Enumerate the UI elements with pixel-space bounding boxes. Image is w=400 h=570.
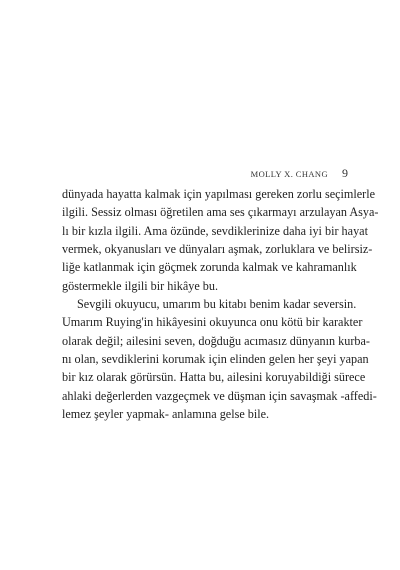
text-line: Umarım Ruying'in hikâyesini okuyunca onu kötü bir karakter (62, 315, 363, 330)
page-number: 9 (342, 166, 348, 180)
paragraph-1 (62, 185, 379, 295)
text-line: lemez şeyler yapmak- anlamına gelse bile. (62, 407, 270, 422)
paragraph-2 (62, 295, 377, 423)
text-line: vermek, okyanusları ve dünyaları aşmak, zorluklara ve belirsiz- (62, 242, 373, 257)
running-header-author: MOLLY X. CHANG (250, 169, 328, 179)
text-line: dünyada hayatta kalmak için yapılması gereken zorlu seçimlerle (62, 187, 376, 201)
text-line: göstermekle ilgili bir hikâye bu. (62, 278, 219, 293)
text-line: ahlaki değerlerden vazgeçmek ve düşman için savaşmak -affedi- (62, 388, 377, 403)
text-line: liğe katlanmak için göçmek zorunda kalmak ve kahramanlık (62, 260, 357, 275)
text-line: ilgili. Sessiz olması öğretilen ama ses çıkarmayı arzulayan Asya- (62, 205, 379, 220)
running-header (251, 166, 348, 181)
text-line: Sevgili okuyucu, umarım bu kitabı benim kadar seversin. (77, 297, 357, 312)
text-line: lı bir kızla ilgili. Ama özünde, sevdiklerinize daha iyi bir hayat (62, 223, 368, 238)
body-text (62, 185, 379, 423)
text-line: bir kız olarak görürsün. Hatta bu, ailesini koruyabildiği sürece (62, 370, 366, 385)
text-line: olarak değil; ailesini seven, doğduğu acımasız dünyanın kurba- (62, 333, 370, 348)
text-line: nı olan, sevdiklerini korumak için elinden gelen her şeyi yapan (62, 352, 369, 367)
